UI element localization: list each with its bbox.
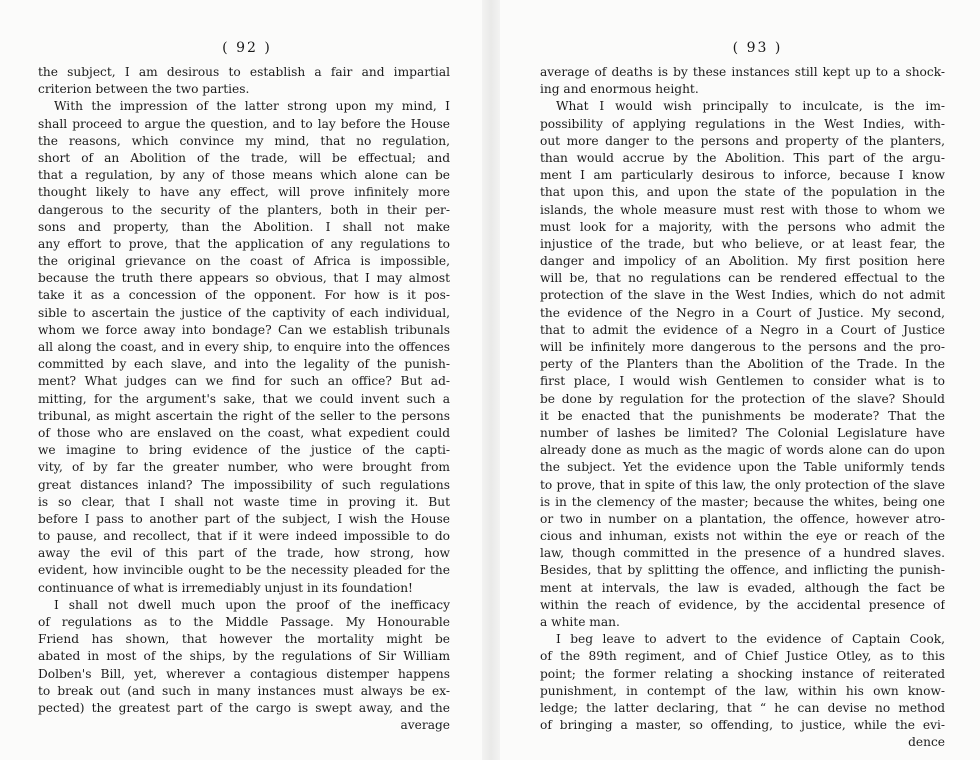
text-line: ment I am particularly desirous to inforce, because I know <box>540 168 945 183</box>
text-line: dence <box>908 735 945 750</box>
text-line: will be infinitely more dangerous to the persons and the pro- <box>540 340 945 354</box>
text-line: ing and enormous height. <box>540 82 699 97</box>
text-line: must look for a majority, with the persons who admit the <box>540 219 945 234</box>
text-line: law, though committed in the presence of a hundred slaves. <box>540 546 945 561</box>
page-number: ( 92 ) <box>222 40 272 56</box>
text-line: of those who are enslaved on the coast, what expedient could <box>38 425 450 440</box>
text-line: any effort to prove, that the application of any regulations to <box>38 236 450 251</box>
text-line: is so clear, that I shall not waste time in proving it. But <box>38 494 450 509</box>
text-line: to prove, that in spite of this law, the only protection of the slave <box>540 477 945 492</box>
text-line: first place, I would wish Gentlemen to consider what is to <box>540 374 945 389</box>
text-line: whom we force away into bondage? Can we establish tribunals <box>38 322 450 337</box>
text-line: take it as a concession of the opponent. For how is it pos- <box>38 288 450 303</box>
text-line: continuance of what is irremediably unjust in its foundation! <box>38 580 413 595</box>
text-line: before I pass to another part of the subject, I wish the House <box>38 511 450 526</box>
text-line: I beg leave to advert to the evidence of Captain Cook, <box>556 632 945 647</box>
text-line: that upon this, and upon the state of the population in the <box>540 185 945 200</box>
text-line: Besides, that by splitting the offence, and inflicting the punish- <box>540 563 945 578</box>
text-line: the evidence of the Negro in a Court of Justice. My second, <box>540 305 945 320</box>
text-line: Friend has shown, that however the mortality might be <box>38 632 450 647</box>
text-line: islands, the whole measure must rest with those to whom we <box>540 202 945 217</box>
text-line: injustice of the trade, but who believe, or at least fear, the <box>540 236 945 251</box>
text-line: a white man. <box>540 615 620 629</box>
page-number: ( 93 ) <box>732 40 783 56</box>
text-line: Dolben's Bill, yet, wherever a contagious distemper happens <box>38 666 450 681</box>
text-line: the subject, I am desirous to establish a fair and impartial <box>38 65 450 79</box>
right-page <box>540 38 945 752</box>
text-line: great distances inland? The impossibility of such regulations <box>38 477 450 492</box>
text-line: ment at intervals, the law is evaded, although the fact be <box>540 580 945 595</box>
text-line: out more danger to the persons and property of the planters, <box>540 133 945 148</box>
text-line: within the reach of evidence, by the accidental presence of <box>540 597 945 612</box>
text-line: away the evil of this part of the trade, how strong, how <box>38 546 450 561</box>
text-line: With the impression of the latter strong upon my mind, I <box>54 99 450 114</box>
text-line: of bringing a master, so offending, to justice, while the evi- <box>540 718 945 733</box>
text-line: abated in most of the ships, by the regulations of Sir William <box>38 649 450 664</box>
text-line: thought likely to have any effect, will prove infinitely more <box>38 185 450 200</box>
text-line: to pause, and recollect, that if it were indeed impossible to do <box>38 529 450 544</box>
page-text <box>540 64 945 752</box>
text-line: number of lashes be limited? The Colonial Legislature have <box>540 425 945 440</box>
text-line: mitting, for the argument's sake, that we could invent such a <box>38 391 450 406</box>
text-line: possibility of applying regulations in the West Indies, with- <box>540 116 945 131</box>
text-line: be done by regulation for the protection of the slave? Should <box>540 391 945 406</box>
text-line: or two in number on a plantation, the offence, however atro- <box>540 511 945 526</box>
text-line: point; the former relating a shocking instance of reiterated <box>540 666 945 681</box>
text-line: short of an Abolition of the trade, will be effectual; and <box>38 150 450 165</box>
text-line: vity, of by far the greater number, who were brought from <box>38 460 450 475</box>
text-line: of regulations as to the Middle Passage. My Honourable <box>38 615 450 629</box>
text-line: average <box>400 718 450 733</box>
text-line: cious and inhuman, exists not within the eye or reach of the <box>540 529 945 544</box>
text-line: all along the coast, and in every ship, to enquire into the offences <box>38 340 450 354</box>
text-line: What I would wish principally to inculcate, is the im- <box>556 99 945 114</box>
text-line: shall proceed to argue the question, and to lay before the House <box>38 116 450 131</box>
text-line: ledge; the latter declaring, that “ he can devise no method <box>540 700 945 715</box>
text-line: danger and impolicy of an Abolition. My first position here <box>540 254 945 269</box>
text-line: that to admit the evidence of a Negro in a Court of Justice <box>540 322 945 337</box>
text-line: the subject. Yet the evidence upon the Table uniformly tends <box>540 460 945 475</box>
text-line: ment? What judges can we find for such an office? But ad- <box>38 374 450 389</box>
text-line: we imagine to bring evidence of the justice of the capti- <box>38 443 450 458</box>
left-page <box>38 38 450 734</box>
text-line: the original grievance on the coast of Africa is impossible, <box>38 254 450 269</box>
text-line: is in the clemency of the master; because the whites, being one <box>540 494 945 509</box>
text-line: criterion between the two parties. <box>38 82 250 97</box>
text-line: will be, that no regulations can be rendered effectual to the <box>540 271 945 286</box>
text-line: the reasons, which convince my mind, that no regulation, <box>38 133 450 148</box>
text-line: perty of the Planters than the Abolition of the Trade. In the <box>540 357 945 372</box>
text-line: average of deaths is by these instances still kept up to a shock- <box>540 65 945 79</box>
text-line: it be enacted that the punishments be moderate? That the <box>540 408 945 423</box>
text-line: than would accrue by the Abolition. This part of the argu- <box>540 150 945 165</box>
text-line: evident, how invincible ought to be the necessity pleaded for the <box>38 563 450 578</box>
text-line: sons and property, than the Abolition. I shall not make <box>38 219 450 234</box>
text-line: tribunal, as might ascertain the right of the seller to the persons <box>38 408 450 423</box>
text-line: to break out (and such in many instances must always be ex- <box>38 683 450 698</box>
text-line: because the truth there appears so obvious, that I may almost <box>38 271 450 286</box>
book-gutter <box>482 0 500 760</box>
text-line: pected) the greatest part of the cargo is swept away, and the <box>38 700 450 715</box>
text-line: sible to ascertain the justice of the captivity of each individual, <box>38 305 450 320</box>
text-line: punishment, in contempt of the law, within his own know- <box>540 683 945 698</box>
text-line: I shall not dwell much upon the proof of the inefficacy <box>54 597 450 612</box>
text-line: protection of the slave in the West Indies, which do not admit <box>540 288 945 303</box>
text-line: dangerous to the security of the planters, both in their per- <box>38 202 450 217</box>
text-line: already done as much as the magic of words alone can do upon <box>540 443 945 458</box>
text-line: committed by each slave, and into the legality of the punish- <box>38 357 450 372</box>
page-text <box>38 64 450 734</box>
text-line: that a regulation, by any of those means which alone can be <box>38 168 450 183</box>
text-line: of the 89th regiment, and of Chief Justice Otley, as to this <box>540 649 945 664</box>
